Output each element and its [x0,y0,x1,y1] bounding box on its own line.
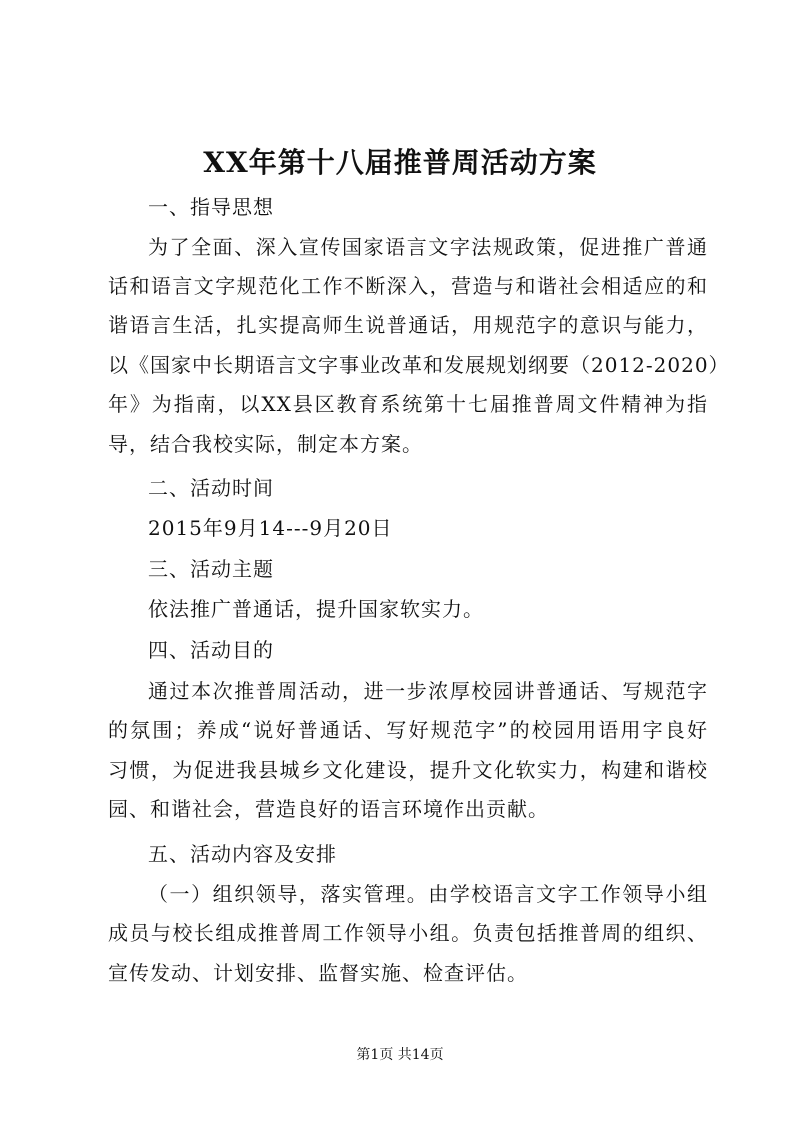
section-heading-4: 四、活动目的 [148,638,274,662]
paragraph-line: 谐语言生活，扎实提高师生说普通话，用规范字的意识与能力， [108,313,708,337]
paragraph-line: 通过本次推普周活动，进一步浓厚校园讲普通话、写规范字 [148,679,708,703]
paragraph-line: 2015年9月14---9月20日 [148,516,393,540]
paragraph-line: 导，结合我校实际，制定本方案。 [108,432,423,456]
paragraph-line: 为了全面、深入宣传国家语言文字法规政策，促进推广普通 [148,235,708,259]
paragraph-line: 依法推广普通话，提升国家软实力。 [148,597,484,621]
document-title: XX年第十八届推普周活动方案 [203,146,597,179]
section-heading-1: 一、指导思想 [148,195,274,219]
paragraph-line: 话和语言文字规范化工作不断深入，营造与和谐社会相适应的和 [108,274,708,298]
paragraph-line: （一）组织领导，落实管理。由学校语言文字工作领导小组 [148,882,708,906]
section-heading-2: 二、活动时间 [148,476,274,500]
paragraph-line: 年》为指南，以XX县区教育系统第十七届推普周文件精神为指 [108,392,708,416]
paragraph-line: 的氛围；养成“说好普通话、写好规范字”的校园用语用字良好 [108,718,708,742]
paragraph-line: 成员与校长组成推普周工作领导小组。负责包括推普周的组织、 [108,921,708,945]
page-number-footer: 第1页 共14页 [356,1047,444,1063]
paragraph-line: 宣传发动、计划安排、监督实施、检查评估。 [108,961,528,985]
paragraph-line: 以《国家中长期语言文字事业改革和发展规划纲要（2012-2020） [108,353,730,377]
section-heading-5: 五、活动内容及安排 [148,842,337,866]
section-heading-3: 三、活动主题 [148,557,274,581]
paragraph-line: 园、和谐社会，营造良好的语言环境作出贡献。 [108,797,549,821]
paragraph-line: 习惯，为促进我县城乡文化建设，提升文化软实力，构建和谐校 [108,758,708,782]
